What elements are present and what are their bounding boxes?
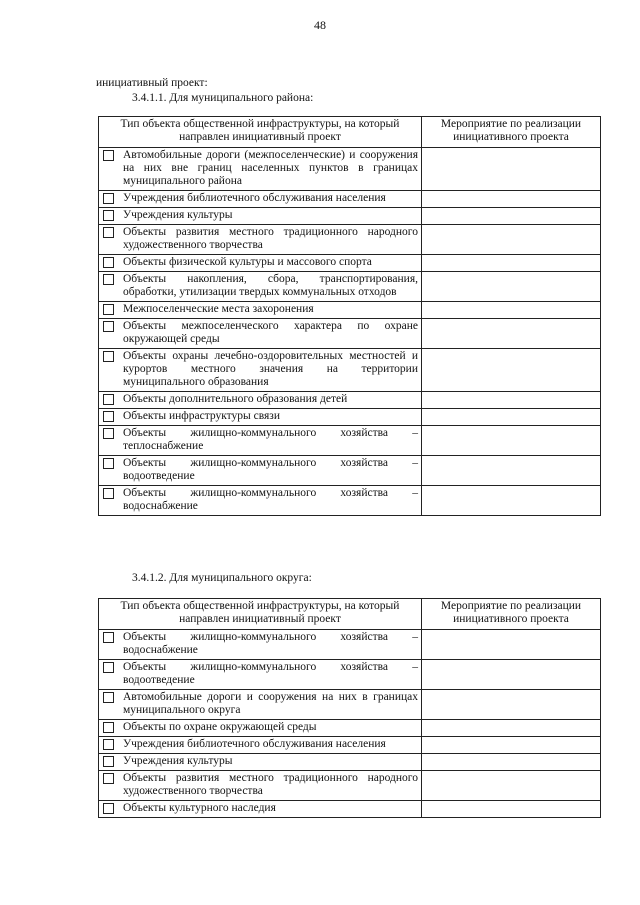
object-type-label: Автомобильные дороги (межпоселенческие) и сооружения на них вне границ населенных пунктов в границах муниципального района <box>123 149 418 187</box>
checkbox[interactable] <box>103 351 114 362</box>
checkbox[interactable] <box>103 739 114 750</box>
object-type-label: Учреждения культуры <box>123 755 233 767</box>
section-heading-okrug: 3.4.1.2. Для муниципального округа: <box>132 572 312 584</box>
activity-cell[interactable] <box>422 771 601 801</box>
object-type-cell <box>99 302 422 319</box>
activity-cell[interactable] <box>422 426 601 456</box>
activity-cell[interactable] <box>422 720 601 737</box>
object-type-cell <box>99 272 422 302</box>
table-row <box>99 392 601 409</box>
object-type-cell <box>99 690 422 720</box>
checkbox[interactable] <box>103 193 114 204</box>
object-type-label: Учреждения библиотечного обслуживания населения <box>123 192 386 204</box>
object-type-cell <box>99 660 422 690</box>
object-type-label: Объекты жилищно-коммунального хозяйства – водоснабжение <box>123 631 418 656</box>
table-row <box>99 801 601 818</box>
object-type-cell <box>99 319 422 349</box>
object-type-cell <box>99 148 422 191</box>
checkbox[interactable] <box>103 458 114 469</box>
object-type-label: Объекты инфраструктуры связи <box>123 410 280 422</box>
checkbox[interactable] <box>103 321 114 332</box>
column-header-object-type: Тип объекта общественной инфраструктуры, на который направлен инициативный проект <box>99 599 422 630</box>
table-row <box>99 191 601 208</box>
object-type-label: Учреждения культуры <box>123 209 233 221</box>
table-row <box>99 148 601 191</box>
object-type-cell <box>99 255 422 272</box>
activity-cell[interactable] <box>422 392 601 409</box>
object-type-label: Объекты культурного наследия <box>123 802 276 814</box>
object-type-cell <box>99 801 422 818</box>
object-type-cell <box>99 208 422 225</box>
object-type-label: Объекты жилищно-коммунального хозяйства – водоотведение <box>123 457 418 482</box>
table-row <box>99 208 601 225</box>
object-type-label: Межпоселенческие места захоронения <box>123 303 314 315</box>
object-type-label: Объекты развития местного традиционного народного художественного творчества <box>123 772 418 797</box>
object-type-label: Объекты дополнительного образования детей <box>123 393 348 405</box>
object-type-cell <box>99 456 422 486</box>
object-type-label: Объекты физической культуры и массового спорта <box>123 256 372 268</box>
table-row <box>99 272 601 302</box>
activity-cell[interactable] <box>422 255 601 272</box>
activity-cell[interactable] <box>422 191 601 208</box>
object-type-cell <box>99 737 422 754</box>
intro-text: инициативный проект: <box>96 77 208 89</box>
object-type-cell <box>99 720 422 737</box>
activity-cell[interactable] <box>422 486 601 516</box>
table-row <box>99 302 601 319</box>
table-row <box>99 720 601 737</box>
section-heading-district: 3.4.1.1. Для муниципального района: <box>132 92 314 104</box>
object-type-label: Объекты жилищно-коммунального хозяйства – водоотведение <box>123 661 418 686</box>
object-type-cell <box>99 392 422 409</box>
object-type-label: Объекты развития местного традиционного народного художественного творчества <box>123 226 418 251</box>
object-type-label: Объекты охраны лечебно-оздоровительных местностей и курортов местного значения на территории муниципального образования <box>123 350 418 388</box>
table-row <box>99 255 601 272</box>
checkbox[interactable] <box>103 662 114 673</box>
column-header-activity: Мероприятие по реализации инициативного проекта <box>422 599 601 630</box>
activity-cell[interactable] <box>422 225 601 255</box>
table-row <box>99 426 601 456</box>
object-type-cell <box>99 409 422 426</box>
activity-cell[interactable] <box>422 349 601 392</box>
object-type-label: Учреждения библиотечного обслуживания населения <box>123 738 386 750</box>
object-type-cell <box>99 486 422 516</box>
checkbox[interactable] <box>103 150 114 161</box>
object-type-label: Автомобильные дороги и сооружения на них в границах муниципального округа <box>123 691 418 716</box>
checkbox[interactable] <box>103 428 114 439</box>
checkbox[interactable] <box>103 773 114 784</box>
checkbox[interactable] <box>103 210 114 221</box>
okrug-object-table <box>98 598 601 818</box>
table-row <box>99 409 601 426</box>
object-type-cell <box>99 771 422 801</box>
object-type-cell <box>99 225 422 255</box>
checkbox[interactable] <box>103 488 114 499</box>
checkbox[interactable] <box>103 257 114 268</box>
activity-cell[interactable] <box>422 456 601 486</box>
table-row <box>99 690 601 720</box>
column-header-activity: Мероприятие по реализации инициативного проекта <box>422 117 601 148</box>
checkbox[interactable] <box>103 304 114 315</box>
table-row <box>99 349 601 392</box>
activity-cell[interactable] <box>422 319 601 349</box>
table-row <box>99 319 601 349</box>
activity-cell[interactable] <box>422 754 601 771</box>
object-type-cell <box>99 630 422 660</box>
object-type-cell <box>99 191 422 208</box>
activity-cell[interactable] <box>422 801 601 818</box>
object-type-label: Объекты жилищно-коммунального хозяйства – водоснабжение <box>123 487 418 512</box>
object-type-cell <box>99 426 422 456</box>
table-row <box>99 630 601 660</box>
page-number: 48 <box>314 18 326 32</box>
object-type-cell <box>99 349 422 392</box>
activity-cell[interactable] <box>422 690 601 720</box>
table-row <box>99 660 601 690</box>
checkbox[interactable] <box>103 274 114 285</box>
table-row <box>99 754 601 771</box>
activity-cell[interactable] <box>422 737 601 754</box>
checkbox[interactable] <box>103 394 114 405</box>
checkbox[interactable] <box>103 411 114 422</box>
object-type-label: Объекты жилищно-коммунального хозяйства – теплоснабжение <box>123 427 418 452</box>
activity-cell[interactable] <box>422 409 601 426</box>
checkbox[interactable] <box>103 756 114 767</box>
column-header-object-type: Тип объекта общественной инфраструктуры, на который направлен инициативный проект <box>99 117 422 148</box>
activity-cell[interactable] <box>422 208 601 225</box>
object-type-label: Объекты межпоселенческого характера по охране окружающей среды <box>123 320 418 345</box>
table-row <box>99 771 601 801</box>
checkbox[interactable] <box>103 227 114 238</box>
table-row <box>99 225 601 255</box>
object-type-label: Объекты по охране окружающей среды <box>123 721 317 733</box>
checkbox[interactable] <box>103 803 114 814</box>
activity-cell[interactable] <box>422 660 601 690</box>
object-type-label: Объекты накопления, сбора, транспортирования, обработки, утилизации твердых коммунальных отходов <box>123 273 418 298</box>
checkbox[interactable] <box>103 632 114 643</box>
table-row <box>99 737 601 754</box>
activity-cell[interactable] <box>422 148 601 191</box>
table-row <box>99 486 601 516</box>
checkbox[interactable] <box>103 722 114 733</box>
object-type-cell <box>99 754 422 771</box>
table-row <box>99 456 601 486</box>
checkbox[interactable] <box>103 692 114 703</box>
activity-cell[interactable] <box>422 630 601 660</box>
activity-cell[interactable] <box>422 302 601 319</box>
activity-cell[interactable] <box>422 272 601 302</box>
district-object-table <box>98 116 601 516</box>
